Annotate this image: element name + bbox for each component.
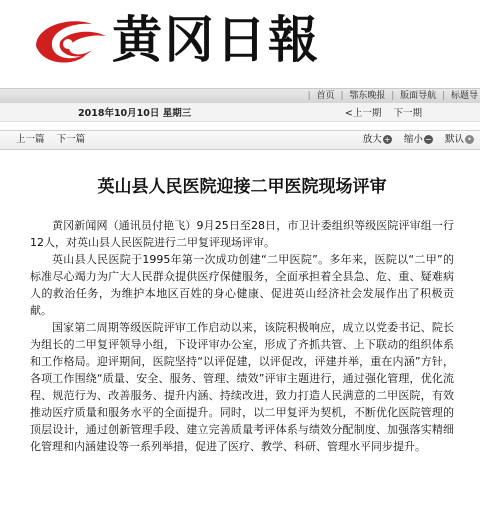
nav-link-edong[interactable]: 鄂东晚报 (349, 91, 386, 101)
article-title: 英山县人民医院迎接二甲医院现场评审 (97, 177, 387, 197)
article-pager (16, 131, 85, 149)
prev-article-link[interactable]: 上一篇 (16, 134, 45, 145)
nav-separator: | (307, 91, 311, 101)
nav-separator: | (340, 91, 344, 101)
logo-swirl-icon (30, 16, 110, 68)
prev-issue-link[interactable]: 上一期 (352, 108, 382, 119)
font-size-controls (363, 131, 474, 149)
top-nav-links (305, 89, 478, 103)
minus-icon[interactable]: − (425, 135, 432, 144)
masthead-title: 黄冈日報 (112, 10, 320, 69)
issue-date: 2018年10月10日 星期三 (78, 108, 192, 119)
article-paragraph: 黄冈新闻网（通讯员付艳飞）9月25日至28日，市卫计委组织等级医院评审组一行12人，对英山县人民医院进行二甲复评现场评审。 (30, 219, 454, 249)
top-nav-bar (0, 88, 480, 103)
zoom-in-label[interactable]: 放大 (362, 134, 382, 145)
article-toolbar (0, 130, 480, 150)
zoom-out-label[interactable]: 缩小 (403, 134, 423, 145)
nav-link-home[interactable]: 首页 (316, 91, 335, 101)
nav-link-titles[interactable]: 标题导 (450, 91, 478, 101)
default-size-label[interactable]: 默认 (444, 134, 464, 145)
plus-icon[interactable]: + (383, 135, 391, 144)
issue-pager (345, 105, 422, 119)
nav-separator: | (391, 91, 395, 101)
spacer (0, 122, 480, 130)
next-article-link[interactable]: 下一篇 (56, 134, 86, 145)
next-issue-link[interactable]: 下一期 (393, 108, 422, 119)
masthead (0, 0, 480, 88)
prev-issue-icon: < (344, 108, 353, 119)
reset-icon[interactable]: • (465, 135, 474, 144)
article-paragraph: 国家第二周期等级医院评审工作启动以来，该院积极响应，成立以党委书记、院长为组长的二甲复评领导小组，下设评审办公室，形成了齐抓共管、上下联动的组织体系和工作格局。迎评期间，医院坚持“以评促建，以评促改，评建并举，重在内涵”方针，各项工作围绕“质量、安全、服务、管理、绩效”评审主题进行，通过强化管理，优化流程、规范行为、改善服务、提升内涵、持续改进，致力打造人民满意的二甲医院，有效推动医疗质量和服务水平的全面提升。同时，以二甲复评为契机，不断优化医院管理的顶层设计，通过创新管理手段、建立完善质量考评体系与绩效分配制度、加强落实精细化管理和内涵建设等一系列举措，促进了医疗、教学、科研、管理水平同步提升。 (30, 321, 454, 453)
nav-separator: | (442, 91, 446, 101)
nav-link-layout[interactable]: 版面导航 (400, 91, 437, 101)
article-body (0, 172, 480, 455)
date-bar (0, 103, 480, 122)
article-paragraph: 英山县人民医院于1995年第一次成功创建“二甲医院”。多年来，医院以“二甲”的标准尽心竭力为广大人民群众提供医疗保健服务，全面承担着全县急、危、重、疑难病人的救治任务，为维护本地区百姓的身心健康、促进英山经济社会发展作出了积极贡献。 (30, 253, 454, 317)
